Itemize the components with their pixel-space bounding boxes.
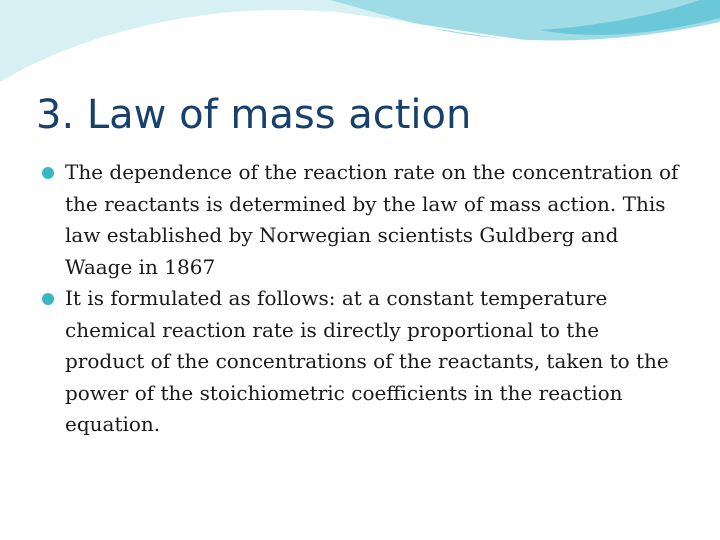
bullet-marker-icon <box>42 167 54 179</box>
slide-title: 3. Law of mass action <box>36 92 472 138</box>
bullet-item <box>42 283 682 441</box>
bullet-item <box>42 157 682 283</box>
bullet-marker-icon <box>42 293 54 305</box>
header-wave-decoration <box>0 0 720 90</box>
bullet-text: It is formulated as follows: at a constant temperature chemical reaction rate is directly proportional to the product of the concentrations of the reactants, taken to the power of the stoichiometric coefficients in the reaction equation. <box>65 286 669 436</box>
bullet-list <box>42 157 682 441</box>
bullet-text: The dependence of the reaction rate on the concentration of the reactants is determined by the law of mass action. This law established by Norwegian scientists Guldberg and Waage in 1867 <box>65 160 679 279</box>
